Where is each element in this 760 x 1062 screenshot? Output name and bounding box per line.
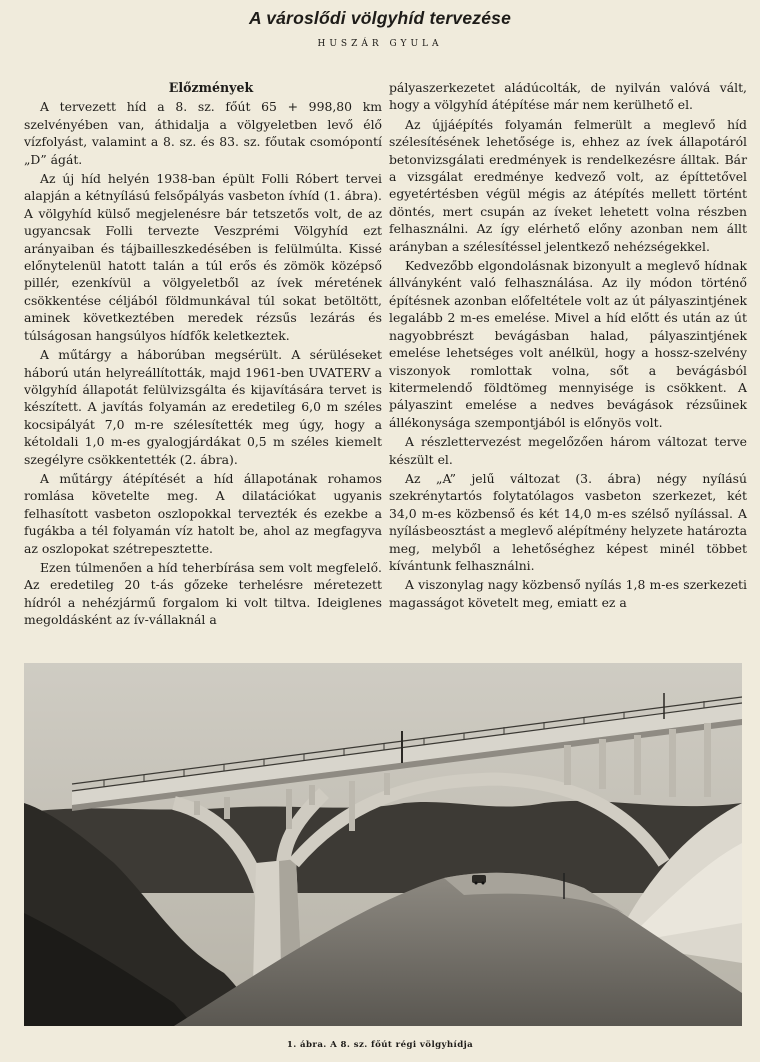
paragraph: A viszonylag nagy közbenső nyílás 1,8 m-es szerkezeti magasságot követelt meg, emiatt ez a	[389, 577, 747, 610]
paragraph: pályaszerkezetet aládúcolták, de nyilván valóvá vált, hogy a völgyhíd átépítése már nem kerülhető el.	[389, 80, 747, 113]
section-heading: Előzmények	[168, 80, 254, 95]
bridge-photo-icon	[24, 663, 742, 1026]
paragraph: Az „A” jelű változat (3. ábra) négy nyílású szekrénytartós folytatólagos vasbeton szerkezet, két 34,0 m-es közbenső és két 14,0 m-es szélső nyílással. A nyílásbeosztást a meglevő alépítmény helyzete határozta meg, melyből a lehetőséghez képest minél többet kívántunk felhasználni.	[389, 470, 747, 573]
paragraph: Az új híd helyén 1938-ban épült Folli Róbert tervei alapján a kétnyílású felsőpályás vasbeton ívhíd (1. ábra). A völgyhíd külső megjelenésre bár tetszetős volt, de az ugyancsak Folli tervezte Veszprémi Völgyhíd ezt arányaiban és tájbailleszkedésében is felülmúlta. Kissé előnytelenül hatott talán a túl erős és zömök középső pillér, ezenkívül a völgyeletből az ívek méretének csökkentése céljából földmunkával túl sokat betöltött, aminek következtében meredek rézsűs lezárás és túlságosan hangsúlyos hídfők keletkeztek.	[24, 171, 382, 343]
figure-caption: 1. ábra. A 8. sz. főút régi völgyhídja	[286, 1040, 474, 1050]
paragraph: Kedvezőbb elgondolásnak bizonyult a meglevő hídnak állványként való felhasználása. Az ily módon történő építésnek azonban előfeltétele volt az út pályaszintjének legalább 2 m-es emelése. Mivel a híd előtt és után az út nagyobbrészt bevágásban halad, pályaszintjének emelése lehetséges volt anélkül, hogy a hossz-szelvény viszonyok romlottak volna, sőt a bevágásból kitermelendő földtömeg mennyisége is csökkent. A pályaszint emelése a nedves bevágások rézsűinek állékonysága szempontjából is előnyös volt.	[389, 258, 747, 430]
paragraph: A műtárgy átépítését a híd állapotának rohamos romlása követelte meg. A dilatációkat ugyanis felhasított vasbeton oszlopokkal tervezték és ezekbe a fugákba a tél folyamán víz hatolt be, ahol az megfagyva az oszlopokat szétrepesztette.	[24, 470, 382, 556]
left-column	[24, 79, 382, 629]
paragraph: Ezen túlmenően a híd teherbírása sem volt megfelelő. Az eredetileg 20 t-ás gőzeke terhelésre méretezett hídról a nehézjármű forgalom ki volt tiltva. Ideiglenes megoldásként az ív-vállaknál a	[24, 559, 382, 628]
article-title: A városlődi völgyhíd tervezése	[248, 8, 512, 28]
right-column	[389, 79, 747, 611]
paragraph: A tervezett híd a 8. sz. főút 65 + 998,80 km szelvényében van, áthidalja a völgyeletben levő élő vízfolyást, valamint a 8. sz. és 83. sz. főutak csomópontí „D” ágát.	[24, 99, 382, 167]
paragraph: A részlettervezést megelőzően három változat terve készült el.	[389, 434, 747, 467]
paragraph: A műtárgy a háborúban megsérült. A sérüléseket háború után helyreállították, majd 1961-ben UVATERV a völgyhíd állapotát felülvizsgálta és kijavítására tervet is készített. A javítás folyamán az eredetileg 6,0 m széles kocsipályát 7,0 m-re szélesítették meg úgy, hogy a kétoldali 1,0 m-es gyalogjárdákat 0,5 m széles kiemelt szegélyre csökkentették (2. ábra).	[24, 347, 382, 467]
article-author: HUSZÁR GYULA	[317, 39, 443, 49]
bridge-photo	[24, 663, 742, 1026]
paragraph: Az újjáépítés folyamán felmerült a meglevő híd szélesítésének lehetősége is, ehhez az ívek állapotáról betonvizsgálati eredmények is rendelkezésre álltak. Bár a vizsgálat eredménye kedvező volt, az építtetővel egyetértésben végül mégis az átépítés mellett történt döntés, mert csupán az íveket lehetett volna részben felhasználni. Az így elérhető előny azonban nem állt arányban a szélesítéssel jelentkező nehézségekkel.	[389, 116, 747, 254]
